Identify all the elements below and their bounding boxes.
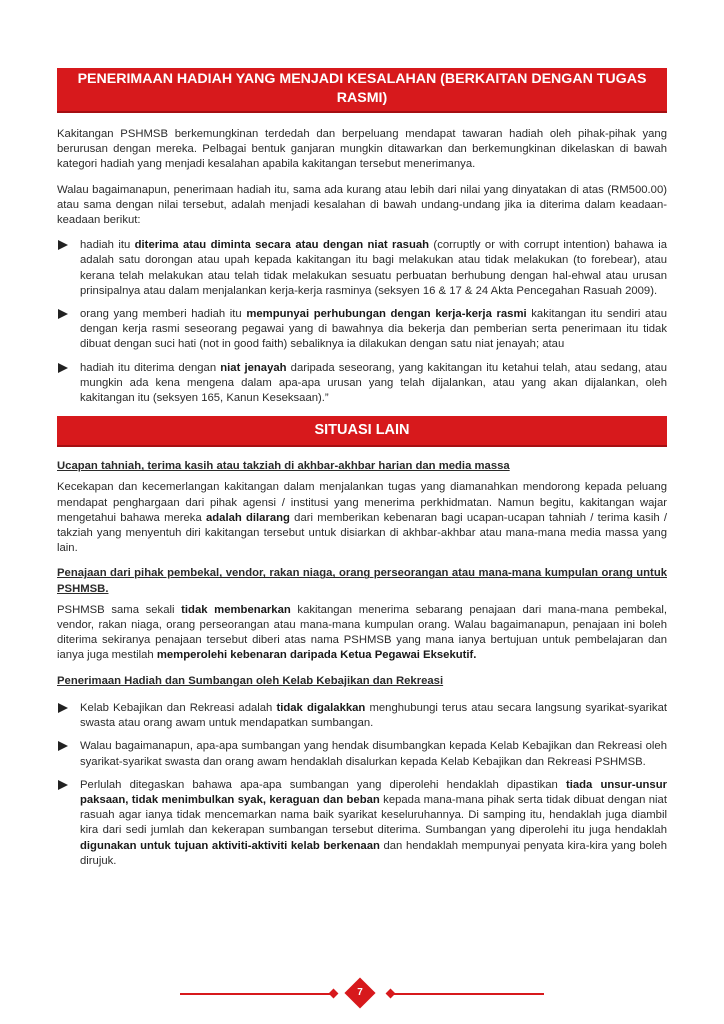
bullet-text: orang yang memberi hadiah itu mempunyai perhubungan dengan kerja-kerja rasmi kakitangan itu sendiri atau dengan kerja rasmi seseorang pegawai yang di bawahnya dia bekerja dan pemberian serta penerimaan itu tidak dibuat dengan suci hati (not in good faith) sebaliknya ia dilakukan dengan satu niat jenayah; atau bbox=[80, 308, 667, 351]
arrow-bullet-icon bbox=[58, 363, 68, 373]
arrow-bullet-icon bbox=[58, 240, 68, 250]
section-title-other-situations: SITUASI LAIN bbox=[57, 416, 667, 447]
paragraph-sponsorship: PSHMSB sama sekali tidak membenarkan kakitangan menerima sebarang penajaan dari mana-mana pembekal, vendor, rakan niaga, orang perseorangan atau mana-mana kumpulan orang. Walau bagaimanapun, penajaan ini boleh diterima sekiranya penajaan tersebut diberi atas nama PSHMSB yang mana ianya bertujuan untuk pembelajaran dan ianya juga mestilah memperolehi kebenaran daripada Ketua Pegawai Eksekutif. bbox=[57, 603, 668, 662]
bullet-item bbox=[57, 778, 667, 869]
subheading-club-donations: Penerimaan Hadiah dan Sumbangan oleh Kelab Kebajikan dan Rekreasi bbox=[57, 674, 444, 687]
arrow-bullet-icon bbox=[58, 309, 68, 319]
arrow-bullet-icon bbox=[58, 780, 68, 790]
page-number: 7 bbox=[357, 987, 363, 998]
bullet-text: hadiah itu diterima atau diminta secara atau dengan niat rasuah (corruptly or with corrupt intention) bahawa ia adalah satu dorongan atau upah kepada kakitangan itu bagi melakukan atau tidak melakukan (to forebear), atau kerana telah melakukan atau telah tidak melakukan sesuatu perbuatan berhubung dengan hal-ehwal atau urusan prinsipalnya atau dalam menjalankan kerja-kerja rasminya (seksyen 16 & 17 & 24 Akta Pencegahan Rasuah 2009). bbox=[80, 239, 667, 297]
bullet-text: Perlulah ditegaskan bahawa apa-apa sumbangan yang diperolehi hendaklah dipastikan tiada unsur-unsur paksaan, tidak menimbulkan syak, keraguan dan beban kepada mana-mana pihak serta tidak dibuat dengan niat rasuah agar ianya tidak mencemarkan nama baik syarikat keseluruhannya. Di samping itu, hendaklah juga diambil kira dari sedi jumlah dan kekerapan sumbangan tersebut diterima. Sumbangan yang diperolehi itu juga hendaklah digunakan untuk tujuan aktiviti-aktiviti kelab berkenaan dan hendaklah mempunyai penyata kira-kira yang boleh dirujuk. bbox=[80, 778, 668, 867]
bullet-text: Kelab Kebajikan dan Rekreasi adalah tidak digalakkan menghubungi terus atau secara langsung syarikat-syarikat swasta atau orang awam untuk mendapatkan sumbangan. bbox=[80, 701, 667, 730]
footer-line-right bbox=[394, 993, 544, 995]
bullet-item bbox=[57, 701, 667, 731]
page-footer bbox=[0, 980, 724, 1010]
diamond-icon bbox=[329, 989, 339, 999]
paragraph-conditions: Walau bagaimanapun, penerimaan hadiah itu, sama ada kurang atau lebih dari nilai yang dinyatakan di atas (RM500.00) atau sama dengan nilai tersebut, adalah menjadi kesalahan di bawah undang-undang jika ia diterima dalam keadaan-keadaan berikut: bbox=[57, 183, 667, 227]
section-title-gift-offence: PENERIMAAN HADIAH YANG MENJADI KESALAHAN (BERKAITAN DENGAN TUGAS RASMI) bbox=[57, 68, 667, 113]
paragraph-intro: Kakitangan PSHMSB berkemungkinan terdedah dan berpeluang mendapat tawaran hadiah oleh pihak-pihak yang berurusan dengan mereka. Pelbagai bentuk ganjaran mungkin ditawarkan dan berkemungkinan dikelaskan di bawah kategori hadiah yang menjadi kesalahan apabila kakitangan tersebut menerimanya. bbox=[57, 128, 667, 171]
bullet-item bbox=[57, 238, 667, 299]
bullet-item bbox=[57, 361, 667, 407]
bullet-text: Walau bagaimanapun, apa-apa sumbangan yang hendak disumbangkan kepada Kelab Kebajikan dan Rekreasi oleh syarikat-syarikat swasta dan orang awam hendaklah disalurkan kepada Kelab Kebajikan dan Rekreasi PSHMSB. bbox=[80, 740, 667, 768]
arrow-bullet-icon bbox=[58, 703, 68, 713]
subheading-congratulations: Ucapan tahniah, terima kasih atau takziah di akhbar-akhbar harian dan media massa bbox=[57, 460, 510, 473]
footer-line-left bbox=[180, 993, 330, 995]
document-page bbox=[57, 68, 667, 877]
subheading-sponsorship: Penajaan dari pihak pembekal, vendor, rakan niaga, orang perseorangan atau mana-mana kumpulan orang untuk PSHMSB. bbox=[57, 567, 667, 595]
arrow-bullet-icon bbox=[58, 741, 68, 751]
bullet-item bbox=[57, 739, 667, 769]
paragraph-congratulations: Kecekapan dan kecemerlangan kakitangan dalam menjalankan tugas yang diamanahkan mendorong kepada peluang mendapat penghargaan dari pihak agensi / institusi yang menerima perkhidmatan. Namun begitu, kakitangan wajar mengetahui bahawa mereka adalah dilarang dari memberikan kebenaran bagi ucapan-ucapan tahniah / terima kasih / takziah yang menyentuh diri kakitangan tersebut untuk disiarkan di akhbar-akhbar atau mana-mana media massa yang lain. bbox=[57, 481, 667, 555]
bullet-item bbox=[57, 307, 667, 353]
bullet-text: hadiah itu diterima dengan niat jenayah daripada seseorang, yang kakitangan itu ketahui telah, atau sedang, atau mungkin ada kena mengena dalam apa-apa urusan yang telah dijalankan, atau yang akan dijalankan, oleh kakitangan itu (seksyen 165, Kanun Keseksaan).” bbox=[80, 361, 668, 405]
